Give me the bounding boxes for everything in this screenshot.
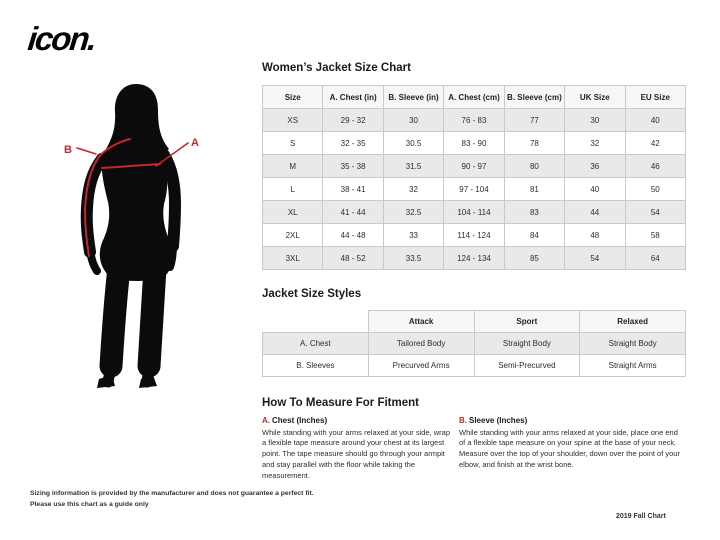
disclaimer-line-2: Please use this chart as a guide only	[30, 500, 149, 508]
table-cell: 40	[565, 178, 625, 201]
table-cell: 42	[625, 132, 685, 155]
col-chest-cm: A. Chest (cm)	[444, 86, 504, 109]
table-cell: 30.5	[383, 132, 443, 155]
chart-content	[262, 62, 686, 482]
table-cell: 40	[625, 109, 685, 132]
table-cell: 31.5	[383, 155, 443, 178]
col-relaxed: Relaxed	[580, 311, 686, 333]
size-row-s	[263, 132, 686, 155]
table-cell: 80	[504, 155, 564, 178]
table-cell: 3XL	[263, 247, 323, 270]
styles-header-row	[263, 311, 686, 333]
col-size: Size	[263, 86, 323, 109]
table-cell: 30	[565, 109, 625, 132]
chest-instructions-label	[262, 415, 452, 427]
table-cell: 32	[565, 132, 625, 155]
table-cell: 77	[504, 109, 564, 132]
size-row-l	[263, 178, 686, 201]
table-cell: 46	[625, 155, 685, 178]
chest-label-text: Chest (Inches)	[272, 416, 328, 425]
table-cell: 44	[565, 201, 625, 224]
measurement-figure	[52, 76, 232, 396]
table-cell: 33.5	[383, 247, 443, 270]
styles-row-chest	[263, 333, 686, 355]
table-cell: 50	[625, 178, 685, 201]
sleeve-instructions	[459, 415, 686, 482]
table-cell: 90 - 97	[444, 155, 504, 178]
table-cell: 81	[504, 178, 564, 201]
chest-instructions	[262, 415, 452, 482]
styles-chart-title: Jacket Size Styles	[262, 288, 362, 300]
table-cell: 48 - 52	[323, 247, 383, 270]
size-chart-header-row	[263, 86, 686, 109]
table-cell: L	[263, 178, 323, 201]
table-cell: 76 - 83	[444, 109, 504, 132]
table-cell: 104 - 114	[444, 201, 504, 224]
col-chest-in: A. Chest (in)	[323, 86, 383, 109]
table-cell: 35 - 38	[323, 155, 383, 178]
table-cell: XS	[263, 109, 323, 132]
table-cell: 64	[625, 247, 685, 270]
size-row-xl	[263, 201, 686, 224]
col-sport: Sport	[474, 311, 580, 333]
sizing-disclaimer	[30, 489, 314, 510]
table-cell: Precurved Arms	[368, 355, 474, 377]
size-row-xs	[263, 109, 686, 132]
table-cell: 32.5	[383, 201, 443, 224]
table-cell: Semi-Precurved	[474, 355, 580, 377]
table-cell: Straight Body	[580, 333, 686, 355]
female-silhouette-illustration	[52, 76, 232, 396]
sleeve-letter: B.	[459, 416, 467, 425]
size-row-2xl	[263, 224, 686, 247]
table-cell: 97 - 104	[444, 178, 504, 201]
table-cell: XL	[263, 201, 323, 224]
table-cell: Tailored Body	[368, 333, 474, 355]
col-sleeve-in: B. Sleeve (in)	[383, 86, 443, 109]
sleeve-instructions-body: While standing with your arms relaxed at your side, place one end of a flexible tape measure on your spine at the base of your neck. Measure over the top of your shoulder, down over the point of your elbow, and finish at the wrist bone.	[459, 427, 680, 470]
sleeve-label-text: Sleeve (Inches)	[469, 416, 528, 425]
icon-brand-logo: icon.	[26, 20, 98, 57]
table-cell: 124 - 134	[444, 247, 504, 270]
table-cell: S	[263, 132, 323, 155]
table-cell: 54	[625, 201, 685, 224]
table-cell: 30	[383, 109, 443, 132]
table-cell: 85	[504, 247, 564, 270]
table-cell: 54	[565, 247, 625, 270]
size-row-m	[263, 155, 686, 178]
row-header-sleeves: B. Sleeves	[263, 355, 369, 377]
disclaimer-line-1: Sizing information is provided by the manufacturer and does not guarantee a perfect fit.	[30, 490, 314, 497]
table-cell: 58	[625, 224, 685, 247]
table-cell: 2XL	[263, 224, 323, 247]
chest-instructions-body: While standing with your arms relaxed at your side, wrap a flexible tape measure around your chest at its largest point. The tape measure should go through your armpit and stay parallel with the floor while taking the measurement.	[262, 427, 450, 481]
table-cell: M	[263, 155, 323, 178]
col-uk-size: UK Size	[565, 86, 625, 109]
table-cell: 78	[504, 132, 564, 155]
styles-blank-cell	[263, 311, 369, 333]
styles-table	[262, 310, 686, 377]
sleeve-instructions-label	[459, 415, 686, 427]
measure-instructions	[262, 415, 686, 482]
table-cell: 36	[565, 155, 625, 178]
size-chart-table	[262, 85, 686, 270]
table-cell: 44 - 48	[323, 224, 383, 247]
size-chart-title: Women’s Jacket Size Chart	[262, 62, 411, 74]
size-row-3xl	[263, 247, 686, 270]
col-eu-size: EU Size	[625, 86, 685, 109]
table-cell: 29 - 32	[323, 109, 383, 132]
table-cell: 32	[383, 178, 443, 201]
table-cell: 32 - 35	[323, 132, 383, 155]
table-cell: 114 - 124	[444, 224, 504, 247]
table-cell: 48	[565, 224, 625, 247]
col-sleeve-cm: B. Sleeve (cm)	[504, 86, 564, 109]
table-cell: 33	[383, 224, 443, 247]
sleeve-label-b: B	[64, 144, 72, 156]
chest-label-a: A	[191, 137, 199, 149]
table-cell: 84	[504, 224, 564, 247]
table-cell: 83 - 90	[444, 132, 504, 155]
table-cell: Straight Body	[474, 333, 580, 355]
row-header-chest: A. Chest	[263, 333, 369, 355]
col-attack: Attack	[368, 311, 474, 333]
label-b-leader-line	[77, 148, 96, 154]
chart-version: 2019 Fall Chart	[616, 513, 666, 520]
table-cell: Straight Arms	[580, 355, 686, 377]
measure-title: How To Measure For Fitment	[262, 397, 419, 409]
table-cell: 83	[504, 201, 564, 224]
table-cell: 41 - 44	[323, 201, 383, 224]
styles-row-sleeves	[263, 355, 686, 377]
table-cell: 38 - 41	[323, 178, 383, 201]
chest-letter: A.	[262, 416, 270, 425]
